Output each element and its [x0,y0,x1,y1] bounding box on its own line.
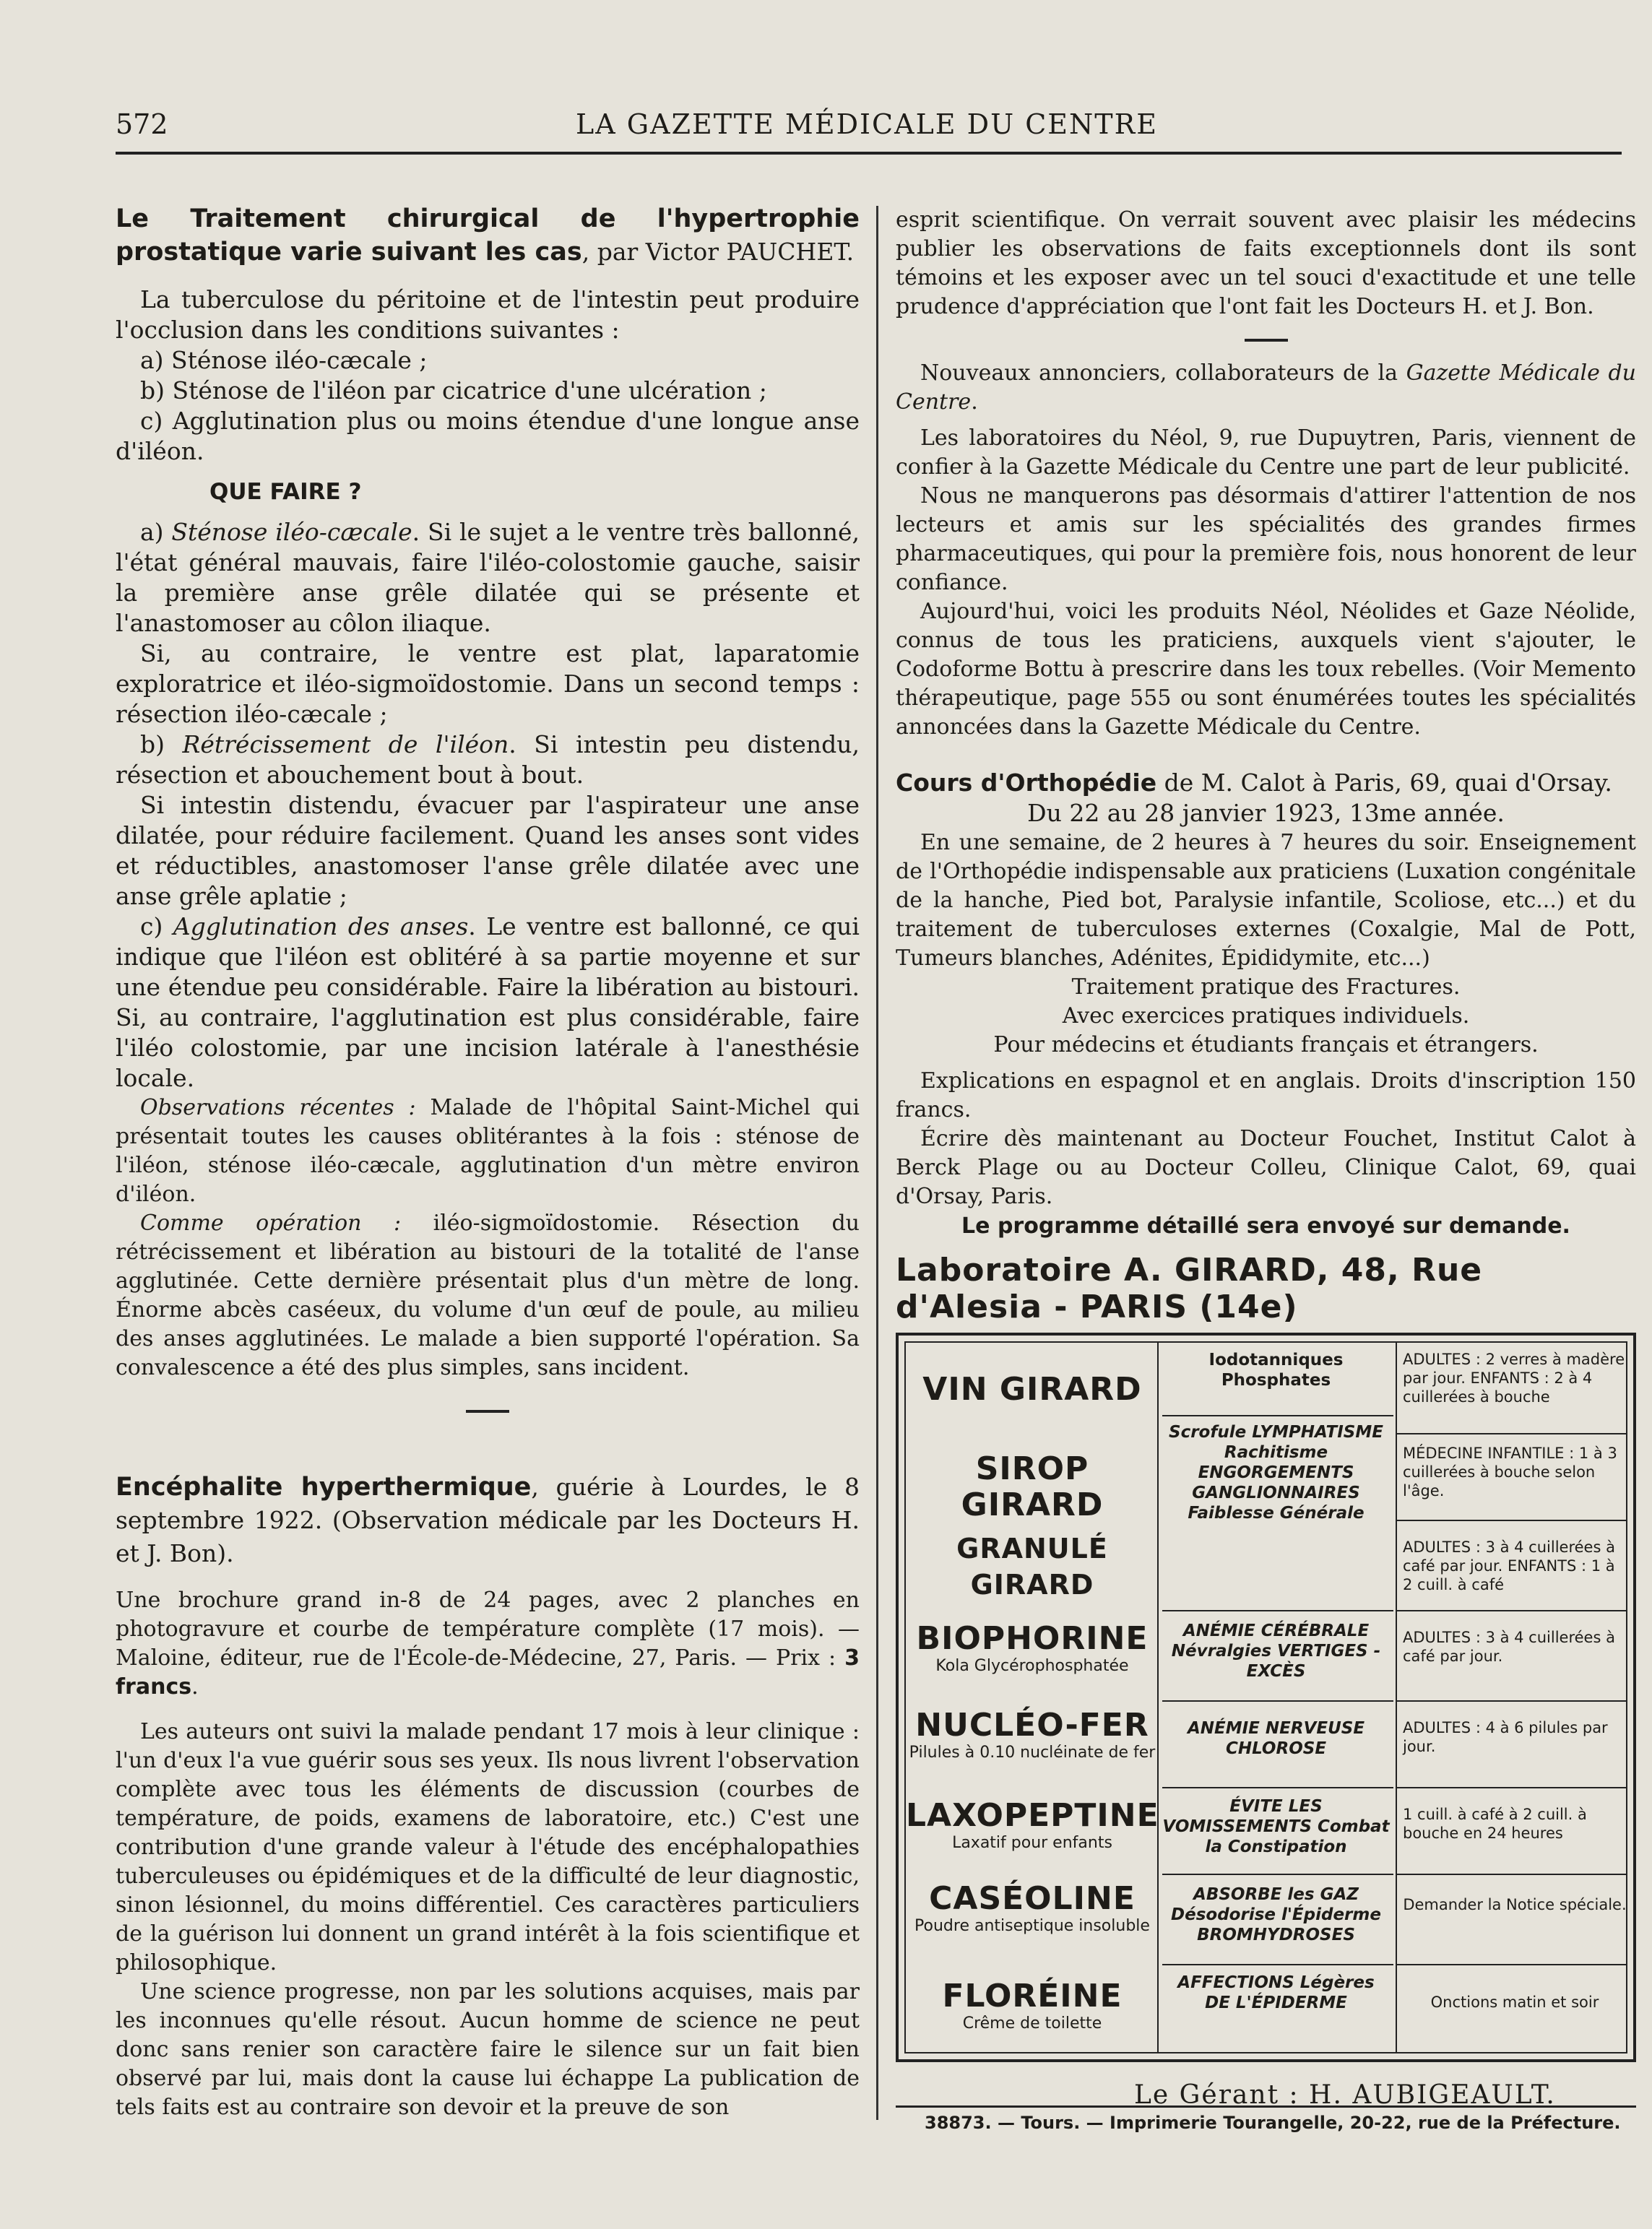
bold-text: Cours d'Orthopédie [896,769,1157,797]
paragraph [116,1209,860,1382]
printer-line: 38873. — Tours. — Imprimerie Tourangelle, 20-22, rue de la Préfecture. [925,2113,1621,2133]
article-title-text: Encéphalite hyperthermique [116,1473,532,1502]
article-title-pauchet [116,202,860,269]
emphasis: Agglutination des anses [173,912,469,940]
product-caseoline [906,1881,1159,1936]
ad-rule [1162,1700,1393,1702]
paragraph: Écrire dès maintenant au Docteur Fouchet, Institut Calot à Berck Plage ou au Docteur Colleu, Clinique Calot, 69, quai d'Orsay, Paris. [896,1126,1636,1209]
header-rule [116,152,1622,155]
product-sirop-girard [906,1451,1159,1523]
ad-rule [1396,1700,1626,1702]
ad-rule [1396,1874,1626,1875]
product-subtitle: Crême de toilette [962,2014,1102,2033]
ad-rule [1396,1433,1626,1434]
ad-rule [1396,1520,1626,1521]
text: . [191,1674,199,1700]
paragraph: En une semaine, de 2 heures à 7 heures du soir. Enseignement de l'Orthopédie indispensable aux praticiens (Luxation congénitale de la hanche, Pied bot, Paralysie infantile, Scoliose, etc...) et du traitement de tuberculoses externes (Coxalgie, Mal de Pott, Tumeurs blanches, Adénites, Épididymite, etc...) [896,830,1636,971]
text: Une brochure grand in-8 de 24 pages, avec 2 planches en photogravure et courbe de température complète (17 mois). — Maloine, éditeur, rue de l'École-de-Médecine, 27, Paris. — [116,1588,860,1671]
indication: ABSORBE les GAZ Désodorise l'Épiderme BROMHYDROSES [1171,1885,1381,1944]
product-name: VIN GIRARD [922,1371,1142,1408]
separator-rule [1245,339,1288,342]
left-column [116,202,860,2122]
dosage: Demander la Notice spéciale. [1403,1896,1627,1913]
course-dates: Du 22 au 28 janvier 1923, 13me année. [1027,799,1505,827]
product-name: BIOPHORINE [916,1620,1149,1657]
article-subtitle: , guérie à Lourdes, le 8 septembre 1922. (Observation médicale par les Docteurs H. et J. Bon). [116,1473,860,1567]
product-granule-girard [906,1531,1159,1603]
text: Malade de l'hôpital Saint-Michel qui présentait toutes les causes oblitérantes à la fois : sténose de l'iléon, sténose iléo-cæcale, agglutination d'un mètre environ d'iléon. [116,1095,860,1207]
product-name: CASÉOLINE [929,1880,1136,1917]
price: 3 francs [116,1645,860,1700]
programme-note: Le programme détaillé sera envoyé sur demande. [961,1213,1570,1239]
indication: Scrofule LYMPHATISME Rachitisme ENGORGEMENTS GANGLIONNAIRES Faiblesse Générale [1169,1423,1383,1523]
ad-rule [1162,1415,1393,1416]
ad-rule [1396,1610,1626,1611]
footer-rule [896,2105,1636,2108]
indication: AFFECTIONS Légères DE L'ÉPIDERME [1177,1973,1375,2012]
article-title-encephalite [116,1471,860,1570]
product-name: GRANULÉ GIRARD [956,1533,1108,1601]
label: c) [140,912,173,940]
section-heading [896,359,1636,417]
paragraph [116,1094,860,1209]
paragraph: Aujourd'hui, voici les produits Néol, Néolides et Gaze Néolide, connus de tous les praticiens, auxquels vient s'ajouter, le Codoforme Bottu à prescrire dans les toux rebelles. (Voir Memento thérapeutique, page 555 ou sont énumérées toutes les spécialités annoncées dans la Gazette Médicale du Centre. [896,599,1636,740]
label: b) [140,730,183,758]
ad-rule [1396,1787,1626,1788]
paragraph [116,1586,860,1702]
text: Nouveaux annonciers, collaborateurs de la [920,360,1406,386]
journal-title: LA GAZETTE MÉDICALE DU CENTRE [576,108,1158,140]
paragraph [116,912,860,1094]
product-nucleo-fer [906,1708,1159,1762]
gerant-signature: Le Gérant : H. AUBIGEAULT. [1134,2080,1556,2110]
paragraph: Si intestin distendu, évacuer par l'aspirateur une anse dilatée, pour réduire facilement. Quand les anses sont vides et réductibles, anastomoser l'anse grêle dilatée avec une anse grêle aplatie ; [116,791,860,910]
emphasis: Sténose iléo-cæcale [171,518,412,546]
paragraph [116,517,860,639]
centered-line: Traitement pratique des Fractures. [1071,974,1461,1000]
product-name: LAXOPEPTINE [906,1797,1159,1834]
indication: ÉVITE LES VOMISSEMENTS Combat la Constipation [1162,1797,1390,1856]
ad-rule [1162,1787,1393,1788]
paragraph: La tuberculose du péritoine et de l'intestin peut produire l'occlusion dans les conditions suivantes : [116,285,860,344]
list-item: a) Sténose iléo-cæcale ; [140,346,428,374]
product-subtitle: Laxatif pour enfants [952,1834,1112,1852]
product-laxopeptine [906,1798,1159,1853]
product-name: NUCLÉO-FER [915,1707,1149,1744]
text: . Si intestin peu distendu, résection et abouchement bout à bout. [116,730,860,789]
centered-line: Pour médecins et étudiants français et étrangers. [993,1032,1539,1057]
indication: Iodotanniques Phosphates [1208,1351,1344,1390]
product-biophorine [906,1621,1159,1676]
right-column [896,206,1636,2062]
ad-rule [1162,1610,1393,1611]
paragraph: Les laboratoires du Néol, 9, rue Dupuytren, Paris, viennent de confier à la Gazette Médicale du Centre une part de leur publicité. [896,425,1636,480]
spacer [896,742,1636,768]
paragraph: Nous ne manquerons pas désormais d'attirer l'attention de nos lecteurs et amis sur les spécialités des grandes firmes pharmaceutiques, qui pour la première fois, nous honorent de leur confiance. [896,483,1636,595]
ad-inner-frame [904,1341,1627,2053]
paragraph: Explications en espagnol et en anglais. Droits d'inscription 150 francs. [896,1068,1636,1122]
text: . Le ventre est ballonné, ce qui indique que l'iléon est oblitéré à sa partie moyenne et sur une étendue peu considérable. Faire la libération au bistouri. Si, au contraire, l'agglutination est plus considérable, faire l'iléo colostomie, par une incision latérale à l'anesthésie locale. [116,912,860,1092]
ad-divider [1396,1343,1397,2052]
separator-rule [466,1410,509,1413]
label: a) [140,518,172,546]
list-item: b) Sténose de l'iléon par cicatrice d'une ulcération ; [140,376,767,404]
paragraph: Si, au contraire, le ventre est plat, laparatomie exploratrice et iléo-sigmoïdostomie. Dans un second temps : résection iléo-cæcale ; [116,639,860,728]
indication: ANÉMIE NERVEUSE CHLOROSE [1187,1719,1365,1758]
product-subtitle: Pilules à 0.10 nucléinate de fer [909,1744,1156,1762]
text: . [971,389,978,415]
dosage: ADULTES : 3 à 4 cuillerées à café par jour. [1403,1629,1615,1665]
text: de M. Calot à Paris, 69, quai d'Orsay. [1156,769,1612,797]
product-floreine [906,1978,1159,2033]
ad-divider [1157,1343,1159,2052]
indication: ANÉMIE CÉRÉBRALE Névralgies VERTIGES - EXCÈS [1171,1622,1381,1681]
section-heading: QUE FAIRE ? [209,479,362,505]
product-name: FLORÉINE [942,1978,1123,2014]
paragraph: Les auteurs ont suivi la malade pendant 17 mois à leur clinique : l'un d'eux l'a vue guérir sous ses yeux. Ils nous livrent l'observation complète avec tous les éléments de discussion (courbes de température, de poids, examens de laboratoire, etc.) C'est une contribution d'une grande valeur à l'étude des encéphalopathies tuberculeuses ou épidémiques et de la difficulté de leur diagnostic, sinon lésionnel, du moins différentiel. Ces caractères particuliers de la guérison lui donnent un grand intérêt à la fois scientifique et philosophique. [116,1719,860,1975]
dosage: ADULTES : 3 à 4 cuillerées à café par jour. ENFANTS : 1 à 2 cuill. à café [1403,1538,1615,1593]
paragraph: Une science progresse, non par les solutions acquises, mais par les inconnues qu'elle résout. Aucun homme de science ne peut donc sans renier son caractère faire le silence sur un fait bien observé par lui, mais dont la cause lui échappe La publication de tels faits est au contraire son devoir et la preuve de son [116,1979,860,2120]
ad-header: Laboratoire A. GIRARD, 48, Rue d'Alesia - PARIS (14e) [896,1252,1483,1325]
emphasis: Gazette Médicale du Centre [896,360,1636,415]
girard-advertisement [896,1333,1636,2062]
text: Prix : [775,1645,845,1671]
ad-rule [1162,1874,1393,1875]
section-heading [896,768,1636,798]
list-item: c) Agglutination plus ou moins étendue d'une longue anse d'iléon. [116,407,860,465]
text: iléo-sigmoïdostomie. Résection du rétrécissement et libération au bistouri de la totalité de l'anse agglutinée. Cette dernière présentait plus d'un mètre de long. Énorme abcès caséeux, du volume d'un œuf de poule, au milieu des anses agglutinées. Le malade a bien supporté l'opération. Sa convalescence a été des plus simples, sans incident. [116,1211,860,1380]
text: . Si le sujet a le ventre très ballonné, l'état général mauvais, faire l'iléo-colostomie gauche, saisir la première anse grêle dilatée qui se présente et l'anastomoser au côlon iliaque. [116,518,860,637]
column-divider [876,206,878,2120]
product-subtitle: Kola Glycérophosphatée [935,1657,1129,1675]
paragraph [116,730,860,790]
ad-rule [1396,1964,1626,1965]
centered-line: Avec exercices pratiques individuels. [1062,1003,1470,1029]
dosage: MÉDECINE INFANTILE : 1 à 3 cuillerées à bouche selon l'âge. [1403,1445,1617,1499]
running-head [116,108,1618,152]
emphasis: Observations récentes : [140,1095,416,1120]
product-name: SIROP GIRARD [961,1450,1104,1523]
dosage: ADULTES : 2 verres à madère par jour. ENFANTS : 2 à 4 cuillerées à bouche [1403,1351,1625,1406]
emphasis: Rétrécissement de l'iléon [182,730,509,758]
dosage: 1 cuill. à café à 2 cuill. à bouche en 24 heures [1403,1806,1587,1842]
dosage: Onctions matin et soir [1430,1994,1599,2011]
paragraph: esprit scientifique. On verrait souvent avec plaisir les médecins publier les observations de faits exceptionnels dont ils sont témoins et les exposer avec un tel souci d'exactitude et une telle prudence d'appréciation que l'ont fait les Docteurs H. et J. Bon. [896,207,1636,319]
article-author: , par Victor PAUCHET. [581,238,855,266]
article-title-text: Le Traitement chirurgical de l'hypertrophie prostatique varie suivant les cas [116,204,860,267]
page-number: 572 [116,108,168,140]
emphasis: Comme opération : [140,1211,402,1236]
ad-rule [1162,1964,1393,1965]
product-vin-girard [906,1372,1159,1408]
product-subtitle: Poudre antiseptique insoluble [914,1917,1150,1935]
dosage: ADULTES : 4 à 6 pilules par jour. [1403,1719,1608,1755]
